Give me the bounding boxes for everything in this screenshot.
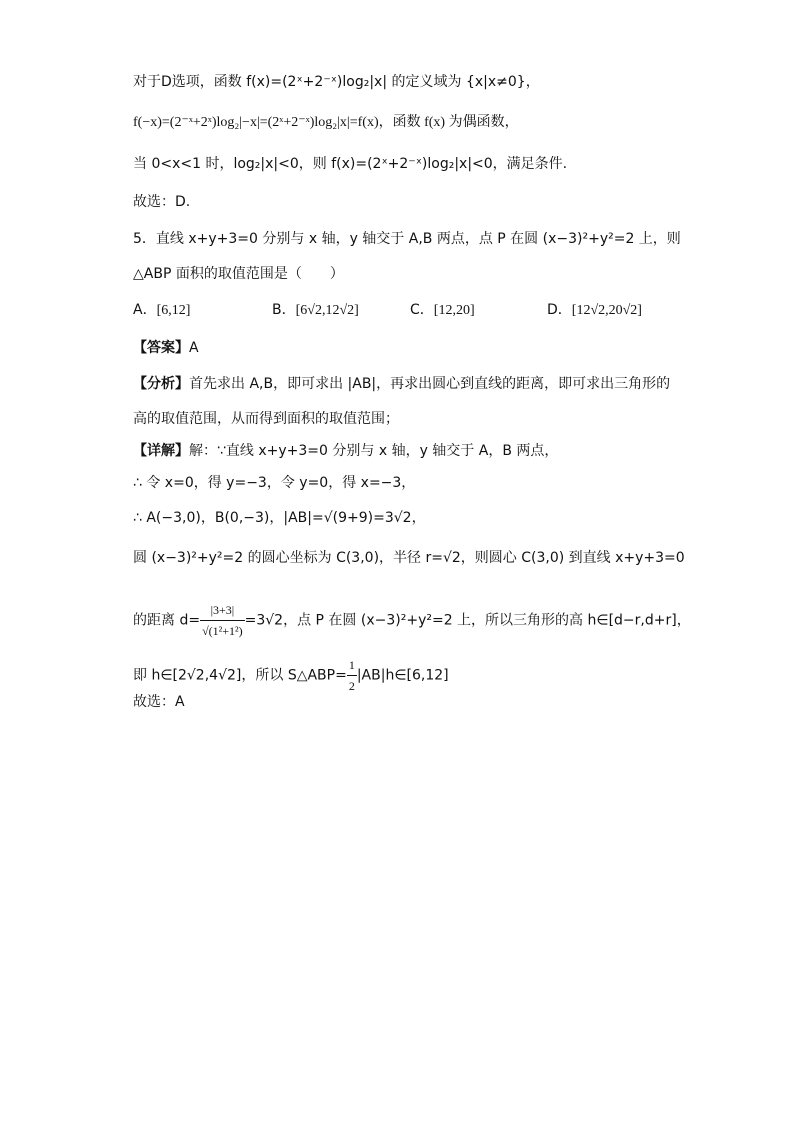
detail-line-1 [133,441,558,461]
final-answer: 故选：A [133,694,185,710]
option-b-label: B． [272,302,296,318]
detail-line-4: 圆 (x−3)²+y²=2 的圆心坐标为 C(3,0)，半径 r=√2，则圆心 C(3,0) 到直线 x+y+3=0 [133,550,685,566]
distance-rest: =3√2，点 P 在圆 (x−3)²+y²=2 上，所以三角形的高 h∈[d−r,d+r]， [244,612,691,629]
text-line-3: 当 0<x<1 时，log₂|x|<0，则 f(x)=(2ˣ+2⁻ˣ)log₂|x|<0，满足条件. [133,156,568,172]
detail-line-5 [133,600,691,641]
height-range-text: 即 h∈[2√2,4√2]，所以 S△ABP= [133,667,347,684]
text-line-2: f(−x)=(2⁻ˣ+2ˣ)log₂|−x|=(2ˣ+2⁻ˣ)log₂|x|=f(x)，函数 f(x) 为偶函数， [133,115,519,130]
question-5-cont: △ABP 面积的取值范围是（ ） [133,266,344,282]
detail-line-2: ∴ 令 x=0，得 y=−3，令 y=0，得 x=−3， [133,475,416,491]
option-d [547,300,642,321]
question-5: 5．直线 x+y+3=0 分别与 x 轴，y 轴交于 A,B 两点，点 P 在圆 (x−3)²+y²=2 上，则 [133,231,681,247]
answer-value: A [189,340,199,356]
analysis-line-2: 高的取值范围，从而得到面积的取值范围； [133,411,399,427]
detail-tag: 【详解】 [133,443,189,459]
analysis-text-1: 首先求出 A,B，即可求出 |AB|，再求出圆心到直线的距离，即可求出三角形的 [189,376,671,392]
detail-text-1: 解：∵直线 x+y+3=0 分别与 x 轴，y 轴交于 A，B 两点， [189,443,559,459]
option-d-label: D． [547,302,572,318]
distance-denominator: √(1²+1²) [202,624,243,638]
option-c [410,300,475,321]
option-c-label: C． [410,302,434,318]
distance-numerator: |3+3| [200,600,245,621]
distance-fraction [200,600,245,641]
option-b-value: [6√2,12√2] [295,303,359,318]
distance-label: 的距离 d= [133,612,201,629]
option-d-value: [12√2,20√2] [571,303,642,318]
option-b [272,300,359,321]
analysis-tag: 【分析】 [133,376,189,392]
answer-line [133,338,199,358]
detail-line-3: ∴ A(−3,0)，B(0,−3)，|AB|=√(9+9)=3√2， [133,510,426,526]
half-fraction [347,655,357,696]
answer-tag: 【答案】 [133,340,189,356]
option-a-label: A． [133,302,157,318]
text-line-4: 故选：D. [133,194,191,210]
detail-line-6 [133,655,449,696]
analysis-line-1 [133,374,670,394]
half-denominator: 2 [348,679,355,693]
option-c-value: [12,20] [433,303,475,318]
text-line-1: 对于D选项，函数 f(x)=(2ˣ+2⁻ˣ)log₂|x| 的定义域为 {x|x≠0}， [133,74,540,90]
area-range-text: |AB|h∈[6,12] [356,667,449,684]
option-a [133,300,190,321]
option-a-value: [6,12] [156,303,191,318]
half-numerator: 1 [347,655,357,676]
